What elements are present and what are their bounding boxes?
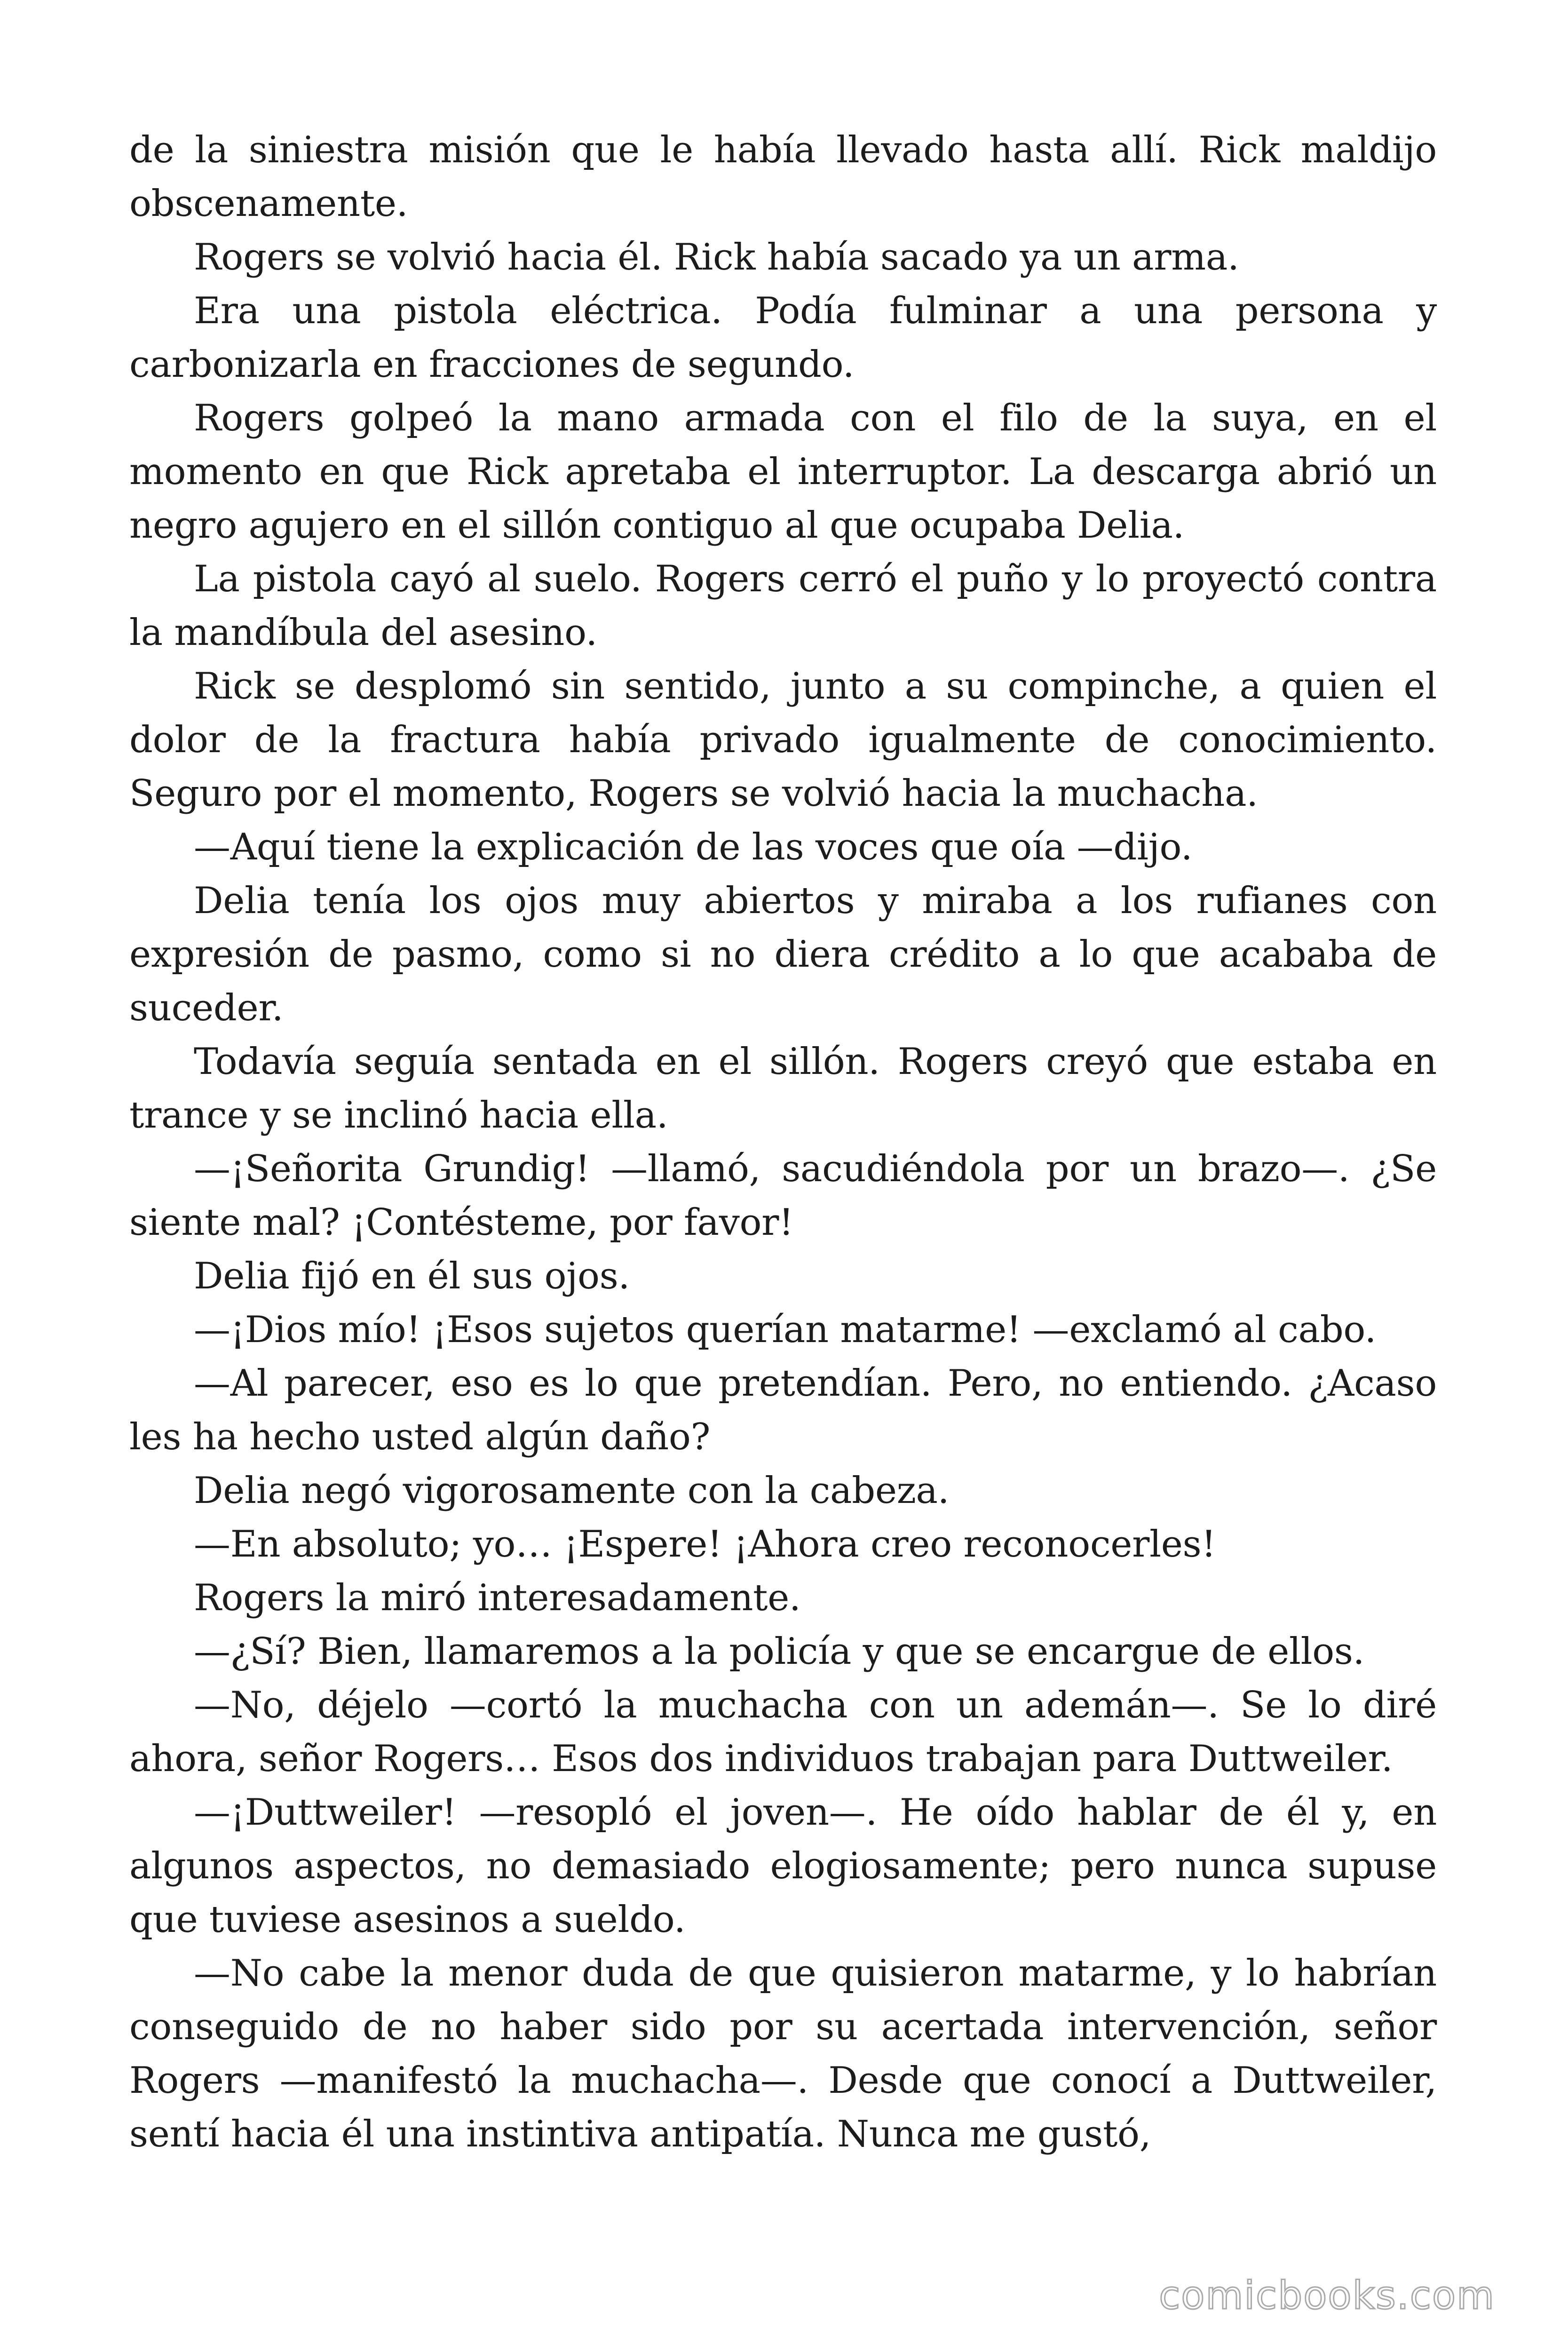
paragraph: Rogers se volvió hacia él. Rick había sacado ya un arma. [194,236,1239,278]
paragraph: —No, déjelo —cortó la muchacha con un ademán—. Se lo diré ahora, señor Rogers… Esos dos individuos trabajan para Duttweiler. [129,1684,1437,1780]
paragraph: —¡Duttweiler! —resopló el joven—. He oído hablar de él y, en algunos aspectos, no demasiado elogiosamente; pero nunca supuse que tuviese asesinos a sueldo. [129,1791,1437,1941]
paragraph: Rogers golpeó la mano armada con el filo de la suya, en el momento en que Rick apretaba el interruptor. La descarga abrió un negro agujero en el sillón contiguo al que ocupaba Delia. [129,397,1437,547]
paragraph: Delia fijó en él sus ojos. [194,1255,630,1297]
paragraph: —¡Dios mío! ¡Esos sujetos querían matarme! —exclamó al cabo. [194,1309,1377,1351]
page-text [129,123,1437,2161]
paragraph: Era una pistola eléctrica. Podía fulminar a una persona y carbonizarla en fracciones de segundo. [129,290,1437,386]
paragraph: —Al parecer, eso es lo que pretendían. Pero, no entiendo. ¿Acaso les ha hecho usted algún daño? [129,1362,1437,1458]
paragraph: —¿Sí? Bien, llamaremos a la policía y que se encargue de ellos. [194,1630,1365,1673]
paragraph: —En absoluto; yo… ¡Espere! ¡Ahora creo reconocerles! [194,1523,1216,1565]
paragraph: Rogers la miró interesadamente. [194,1577,801,1619]
paragraph: —Aquí tiene la explicación de las voces que oía —dijo. [194,826,1193,868]
paragraph: Delia negó vigorosamente con la cabeza. [194,1470,950,1512]
paragraph: Rick se desplomó sin sentido, junto a su compinche, a quien el dolor de la fractura había privado igualmente de conocimiento. Seguro por el momento, Rogers se volvió hacia la muchacha. [129,665,1437,815]
paragraph: La pistola cayó al suelo. Rogers cerró el puño y lo proyectó contra la mandíbula del asesino. [129,558,1437,654]
paragraph: —¡Señorita Grundig! —llamó, sacudiéndola por un brazo—. ¿Se siente mal? ¡Contésteme, por favor! [129,1148,1437,1244]
watermark-text: comicbooks.com [1159,2273,1495,2318]
paragraph: de la siniestra misión que le había llevado hasta allí. Rick maldijo obscenamente. [129,129,1437,225]
paragraph: —No cabe la menor duda de que quisieron matarme, y lo habrían conseguido de no haber sido por su acertada intervención, señor Rogers —manifestó la muchacha—. Desde que conocí a Duttweiler, sentí hacia él una instintiva antipatía. Nunca me gustó, [129,1952,1437,2155]
paragraph: Delia tenía los ojos muy abiertos y miraba a los rufianes con expresión de pasmo, como si no diera crédito a lo que acababa de suceder. [129,880,1437,1029]
paragraph: Todavía seguía sentada en el sillón. Rogers creyó que estaba en trance y se inclinó hacia ella. [129,1041,1437,1136]
